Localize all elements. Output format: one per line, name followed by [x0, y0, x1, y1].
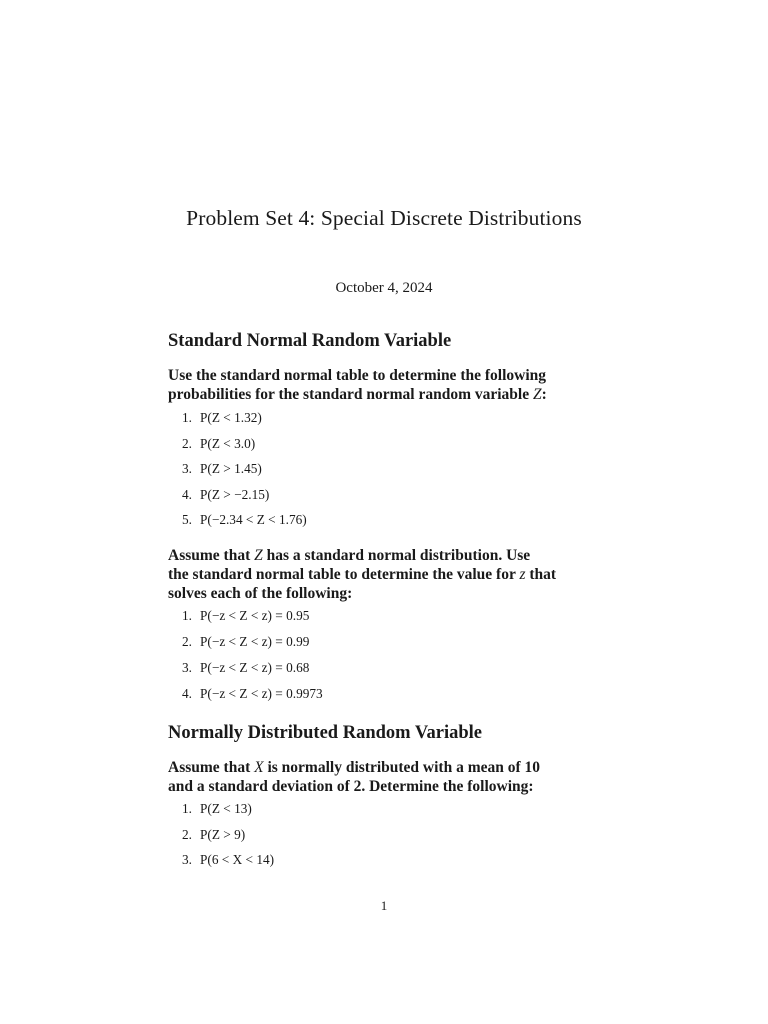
list-item-number: 4.	[182, 487, 192, 502]
list-item-expression: P(6 < X < 14)	[200, 852, 275, 867]
list-item-number: 2.	[182, 436, 192, 451]
list-item-expression: P(−z < Z < z) = 0.68	[200, 660, 310, 675]
list-item-number: 3.	[182, 852, 192, 867]
list-item-number: 3.	[182, 461, 192, 476]
list-item-number: 2.	[182, 827, 192, 842]
list-item	[182, 487, 269, 503]
document-date: October 4, 2024	[335, 280, 433, 296]
list-item	[182, 801, 252, 817]
section1-intro-line-2-prefix: probabilities for the standard normal random variable	[168, 386, 533, 403]
section2-intro-text	[168, 758, 604, 796]
list-item-number: 4.	[182, 686, 192, 701]
section2-intro-line-1-suffix: is normally distributed with a mean of 10	[263, 759, 541, 776]
list-item-number: 2.	[182, 634, 192, 649]
list-item	[182, 827, 245, 843]
list-item-expression: P(−z < Z < z) = 0.99	[200, 634, 310, 649]
section1-part-b-text	[168, 546, 604, 603]
list-item	[182, 852, 274, 868]
list-item-expression: P(Z < 1.32)	[200, 410, 262, 425]
list-item	[182, 660, 309, 676]
list-item-number: 5.	[182, 512, 192, 527]
section1-intro-line-2	[168, 385, 604, 404]
list-item-expression: P(−z < Z < z) = 0.9973	[200, 686, 323, 701]
variable-lower-z: z	[519, 566, 526, 583]
list-item	[182, 686, 323, 702]
list-item-expression: P(−z < Z < z) = 0.95	[200, 608, 310, 623]
variable-z: Z	[532, 386, 542, 403]
variable-z: Z	[254, 547, 263, 564]
list-item-expression: P(Z < 13)	[200, 801, 252, 816]
section1-part-b-line-3: solves each of the following:	[168, 585, 353, 602]
page-number: 1	[380, 898, 388, 913]
section1-part-b-line-2-suffix: that	[525, 566, 557, 583]
section1-intro-line-1: Use the standard normal table to determine the following	[168, 367, 546, 384]
list-item-expression: P(Z < 3.0)	[200, 436, 256, 451]
list-item-number: 3.	[182, 660, 192, 675]
section2-intro-line-1	[168, 758, 604, 777]
list-item	[182, 512, 307, 528]
list-item	[182, 608, 309, 624]
section-heading-normally-distributed: Normally Distributed Random Variable	[168, 723, 483, 743]
section1-part-b-line-1-prefix: Assume that	[168, 547, 255, 564]
variable-x: X	[254, 759, 264, 776]
list-item-expression: P(Z > 1.45)	[200, 461, 262, 476]
section2-intro-line-1-prefix: Assume that	[168, 759, 255, 776]
section1-part-b-line-1	[168, 546, 604, 565]
list-item	[182, 461, 262, 477]
document-title: Problem Set 4: Special Discrete Distributions	[186, 206, 582, 230]
list-item	[182, 436, 255, 452]
list-item-expression: P(−2.34 < Z < 1.76)	[200, 512, 307, 527]
section2-intro-line-2: and a standard deviation of 2. Determine the following:	[168, 778, 534, 795]
section1-part-b-line-2	[168, 565, 604, 584]
list-item-number: 1.	[182, 608, 192, 623]
section1-intro-line-2-suffix: :	[541, 386, 547, 403]
list-item	[182, 634, 309, 650]
list-item-number: 1.	[182, 410, 192, 425]
list-item-expression: P(Z > 9)	[200, 827, 246, 842]
list-item-number: 1.	[182, 801, 192, 816]
list-item-expression: P(Z > −2.15)	[200, 487, 270, 502]
section-heading-standard-normal: Standard Normal Random Variable	[168, 331, 452, 351]
list-item	[182, 410, 262, 426]
section1-part-b-line-2-prefix: the standard normal table to determine the value for	[168, 566, 520, 583]
section1-part-b-line-1-suffix: has a standard normal distribution. Use	[262, 547, 531, 564]
section1-intro-text	[168, 366, 604, 404]
